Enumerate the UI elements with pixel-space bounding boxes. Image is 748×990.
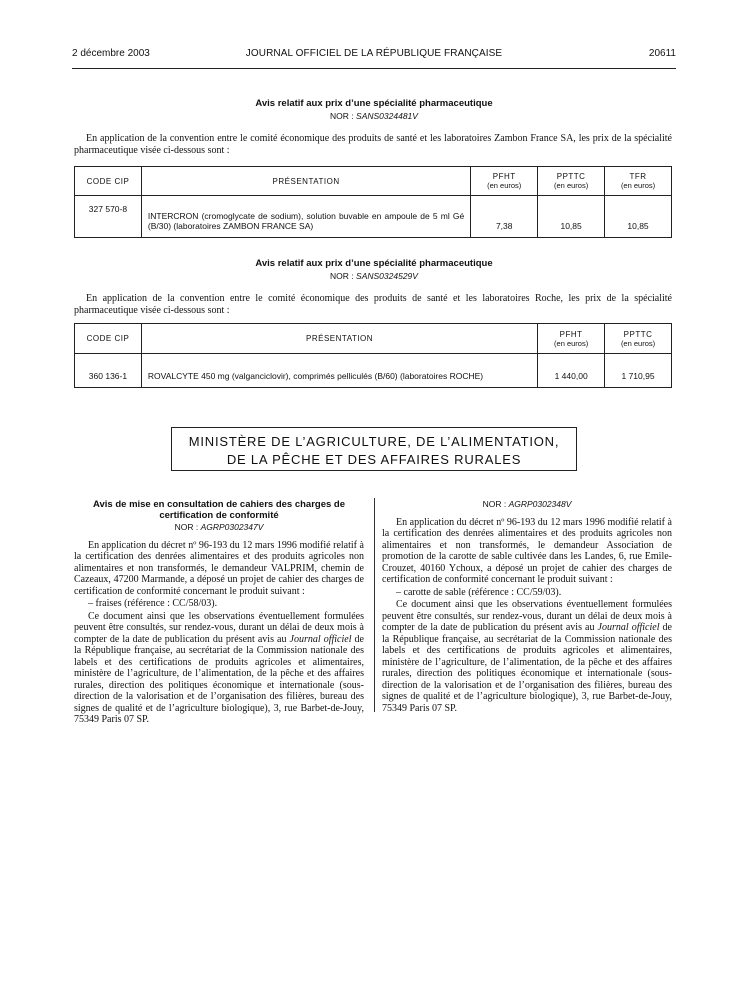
cell-tfr: 10,85 [605,196,672,238]
avis2-nor [72,271,676,281]
avis1-price-table [74,166,672,238]
pfht-label: PFHT [492,172,516,181]
right-p2-a: Ce document ainsi que les observations éventuellement formulées peuvent être consultés, sur rendez-vous, durant un délai de deux mois à compter de la date de publication du présent avis au [382,599,672,633]
left-p2-b: de la République française, au secrétariat de la Commission nationale des labels et des certifications de produits agricoles et alimentaires, ministère de l’agriculture, de l’alimentation, de la pêche et des affaires rurales, direction des politiques économique et internationale (sous-direction de la valorisation et de l’organisation des filières, bureau des signes de qualité et de l’agriculture biologique), 3, rue Barbet-de-Jouy, 75349 Paris 07 SP. [74,633,364,725]
col-ppttc-header [605,324,672,354]
left-column [74,499,364,727]
avis2-nor-code: SANS0324529V [356,271,418,281]
table-header-row [75,324,672,354]
right-col-p2 [382,599,672,714]
right-nor-label: NOR : [482,499,507,509]
right-column [382,499,672,715]
left-col-p1: En application du décret nº 96-193 du 12 mars 1996 modifié relatif à la certification des denrées alimentaires et des produits agricoles non alimentaires et non transformés, le demandeur VALPRIM, chemin de Cazeaux, 47200 Marmande, a déposé un projet de cahier des charges de certification de conformité concernant le produit suivant : [74,539,364,597]
avis1-intro: En application de la convention entre le comité économique des produits de santé et les laboratoires Zambon France SA, les prix de la spécialité pharmaceutique visée ci-dessous sont : [74,133,672,156]
left-nor-label: NOR : [174,522,199,532]
col-pfht-header [538,324,605,354]
avis1-nor-code: SANS0324481V [356,111,418,121]
col-ppttc-header [538,167,605,196]
right-col-item: – carotte de sable (référence : CC/59/03). [396,586,562,598]
cell-presentation: ROVALCYTE 450 mg (valganciclovir), comprimés pelliculés (B/60) (laboratoires ROCHE) [141,354,537,388]
cell-presentation: INTERCRON (cromoglycate de sodium), solution buvable en ampoule de 5 ml Gé (B/30) (laboratoires ZAMBON FRANCE SA) [141,196,470,238]
table-row [75,354,672,388]
avis2-nor-label: NOR : [330,271,354,281]
col-code-header: CODE CIP [75,167,142,196]
col-presentation-header: PRÉSENTATION [141,167,470,196]
pfht-label: PFHT [559,329,583,339]
ppttc-unit: (en euros) [554,181,589,190]
avis2-intro: En application de la convention entre le comité économique des produits de santé et les laboratoires Roche, les prix de la spécialité pharmaceutique visée ci-dessous sont : [74,293,672,316]
ministere-line2: DE LA PÊCHE ET DES AFFAIRES RURALES [226,452,522,467]
right-p2-journal: Journal officiel [597,622,660,633]
page-number: 20611 [648,48,676,59]
table-row [75,196,672,238]
col-pfht-header [471,167,538,196]
left-col-item: – fraises (référence : CC/58/03). [88,598,218,609]
ppttc-label: PPTTC [556,172,586,181]
issue-date: 2 décembre 2003 [72,48,150,59]
cell-ppttc: 1 710,95 [605,354,672,388]
right-p2-b: de la République française, au secrétariat de la Commission nationale des labels et des certifications de produits agricoles et alimentaires, ministère de l’agriculture, de l’alimentation, de la pêche et des affaires rurales, direction des politiques économique et internationale (sous-direction de la valorisation et de l’organisation des filières, bureau des signes de qualité et de l’agriculture biologique), 3, rue Barbet-de-Jouy, 75349 Paris 07 SP. [382,622,672,714]
tfr-unit: (en euros) [620,181,656,190]
cell-code: 327 570-8 [75,196,142,238]
cell-pfht: 7,38 [471,196,538,238]
ministere-heading [171,427,577,471]
avis2-title: Avis relatif aux prix d’une spécialité pharmaceutique [255,258,493,269]
pfht-unit: (en euros) [487,181,522,190]
avis1-title: Avis relatif aux prix d’une spécialité pharmaceutique [255,98,493,109]
left-col-p2 [74,611,364,726]
header-rule [72,68,676,69]
col-code-header: CODE CIP [75,324,142,354]
right-col-nor [382,499,672,511]
pfht-unit: (en euros) [554,338,589,348]
table-header-row [75,167,672,196]
left-p2-journal: Journal officiel [289,633,352,645]
tfr-label: TFR [629,172,647,181]
left-nor-code: AGRP0302347V [200,522,264,532]
journal-title: JOURNAL OFFICIEL DE LA RÉPUBLIQUE FRANÇAISE [245,48,503,59]
left-p2-a: Ce document ainsi que les observations éventuellement formulées peuvent être consultés, sur rendez-vous, durant un délai de deux mois à compter de la date de publication du présent avis au [74,610,364,645]
cell-code: 360 136-1 [75,354,142,388]
ppttc-unit: (en euros) [620,338,656,348]
right-col-p1: En application du décret nº 96-193 du 12 mars 1996 modifié relatif à la certification des denrées alimentaires et des produits agricoles non alimentaires et non transformés, le demandeur Association de promotion de la carotte de sable cultivée dans les Landes, 6, rue Emile-Crouzet, 40160 Ychoux, a déposé un projet de cahier des charges de certification de conformité concernant le produit suivant : [382,516,672,585]
left-col-nor [74,522,364,534]
ministere-line1: MINISTÈRE DE L’AGRICULTURE, DE L’ALIMENTATION, [188,434,560,449]
avis1-nor-label: NOR : [330,111,354,121]
running-header [72,48,676,64]
cell-ppttc: 10,85 [538,196,605,238]
avis1-nor [72,111,676,121]
avis2-price-table [74,323,672,388]
left-col-title: Avis de mise en consultation de cahiers des charges de certification de conformité [92,499,346,521]
cell-pfht: 1 440,00 [538,354,605,388]
col-tfr-header [605,167,672,196]
ppttc-label: PPTTC [623,329,653,339]
right-nor-code: AGRP0302348V [508,499,572,509]
column-separator [374,498,375,712]
col-presentation-header: PRÉSENTATION [141,324,537,354]
